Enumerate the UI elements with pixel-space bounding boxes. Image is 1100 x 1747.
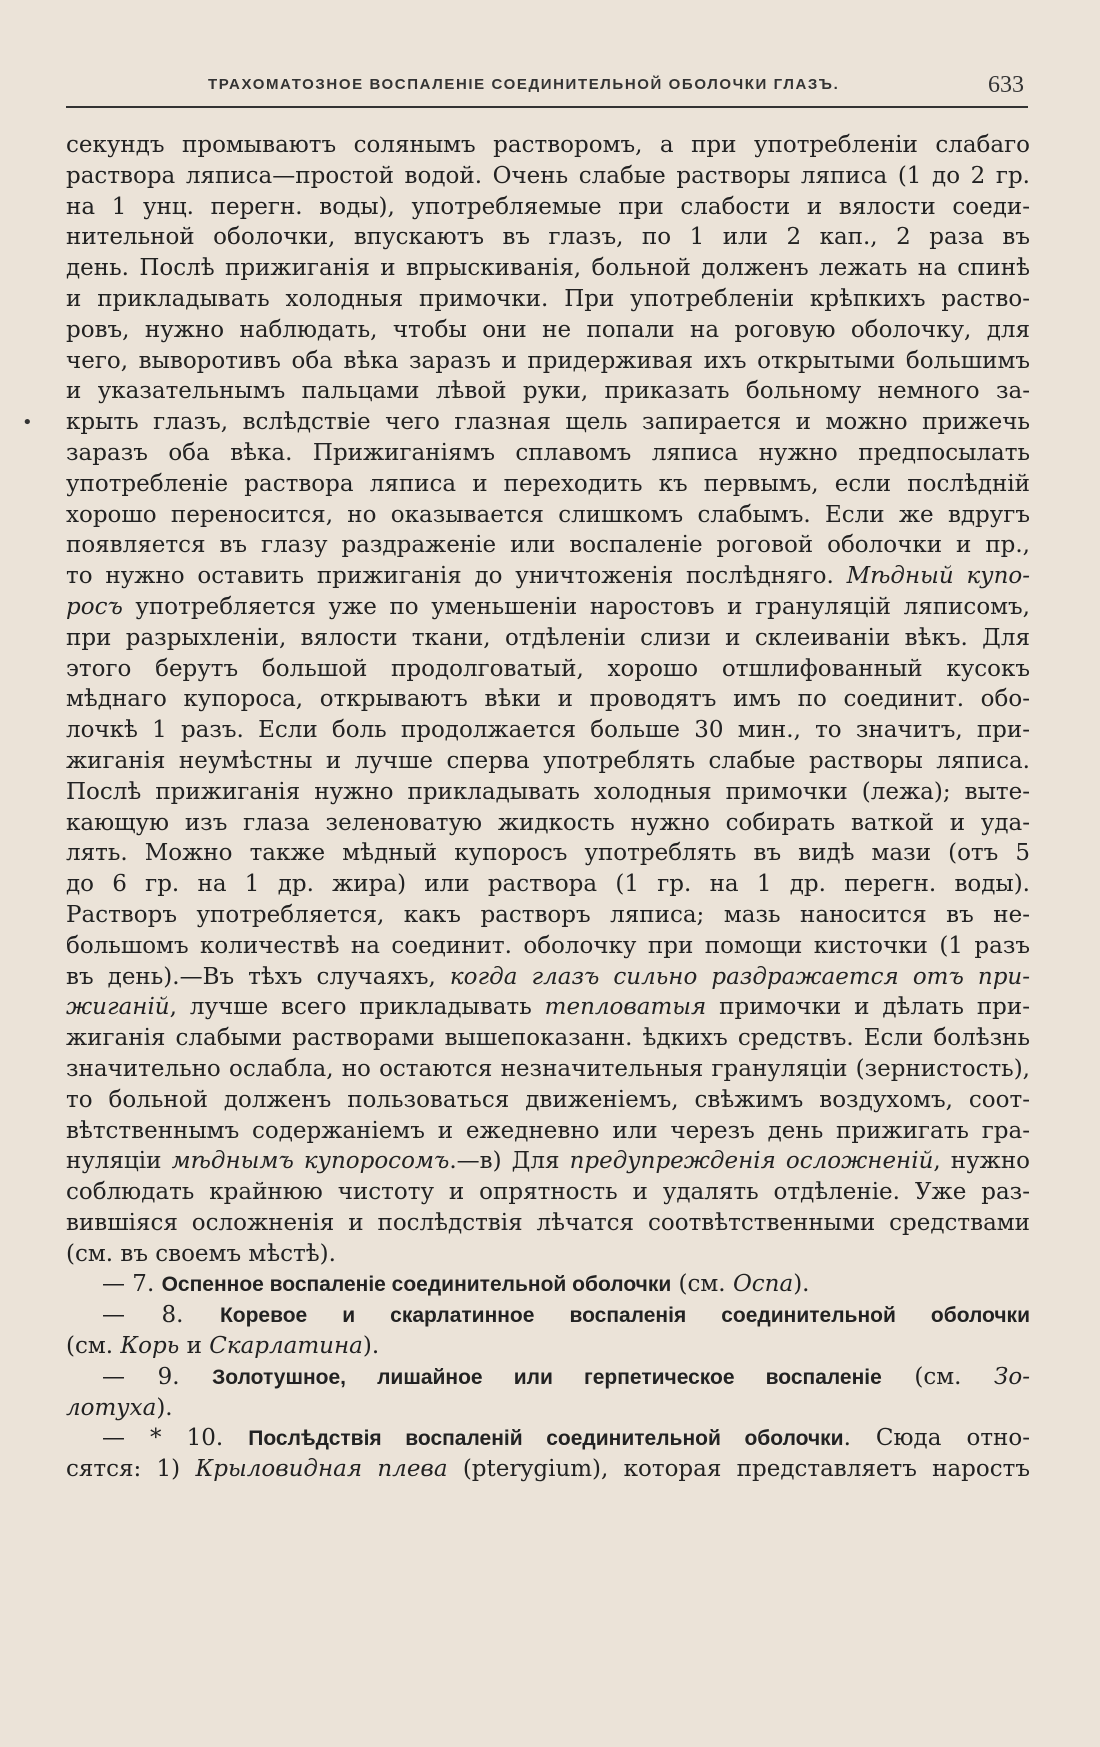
text-line: появляется въ глазу раздраженіе или воспаленіе роговой оболочки и пр.,	[66, 532, 1030, 559]
italic-term: росъ	[66, 593, 123, 620]
text-line	[66, 1146, 1030, 1177]
text-line: заразъ оба вѣка. Прижиганіямъ сплавомъ ляписа нужно предпосылать	[66, 439, 1030, 466]
text-run: (pterygium), которая представляетъ наростъ	[447, 1456, 1030, 1483]
italic-term: жиганій	[66, 994, 170, 1021]
text-line: этого берутъ большой продолговатый, хорошо отшлифованный кусокъ	[66, 655, 1030, 682]
text-line: до 6 гр. на 1 др. жира) или раствора (1 гр. на 1 др. перегн. воды).	[66, 871, 1030, 898]
text-line: секундъ промываютъ солянымъ растворомъ, а при употребленіи слабаго	[66, 132, 1030, 158]
text-line: чего, выворотивъ оба вѣка заразъ и придерживая ихъ открытыми большимъ	[66, 347, 1030, 374]
text-line	[66, 1393, 1030, 1424]
running-title: ТРАХОМАТОЗНОЕ ВОСПАЛЕНІЕ СОЕДИНИТЕЛЬНОЙ ОБОЛОЧКИ ГЛАЗЪ.	[208, 76, 840, 93]
text-run: ).	[362, 1333, 380, 1360]
text-line: значительно ослабла, но остаются незначительныя грануляціи (зернистость),	[66, 1055, 1030, 1082]
text-run: (см.	[671, 1271, 733, 1298]
text-line: лять. Можно также мѣдный купоросъ употреблять въ видѣ мази (отъ 5	[66, 840, 1030, 867]
text-run: въ день).—Въ тѣхъ случаяхъ,	[66, 963, 450, 990]
section-title: Оспенное воспаленіе соединительной оболочки	[161, 1273, 672, 1297]
section-title: Золотушное, лишайное или герпетическое воспаленіе	[212, 1365, 882, 1389]
text-run: ).	[793, 1271, 810, 1298]
text-run: . Сюда отно-	[843, 1425, 1030, 1452]
text-line: и указательнымъ пальцами лѣвой руки, приказать больному немного за-	[66, 378, 1030, 405]
text-line: жиганія слабыми растворами вышепоказанн. ѣдкихъ средствъ. Если болѣзнь	[66, 1025, 1030, 1052]
text-line: вившіяся осложненія и послѣдствія лѣчатся соотвѣтственными средствами	[66, 1209, 1030, 1236]
section-7-heading	[66, 1269, 1030, 1300]
italic-term: когда глазъ сильно раздражается отъ при-	[449, 963, 1030, 990]
text-line: употребленіе раствора ляписа и переходить къ первымъ, если послѣдній	[66, 470, 1030, 497]
text-run: и	[179, 1333, 210, 1360]
text-line: и прикладывать холодныя примочки. При употребленіи крѣпкихъ раство-	[66, 285, 1030, 312]
text-line	[66, 592, 1030, 623]
italic-term: Крыловидная плева	[195, 1456, 448, 1483]
text-run: употребляется уже по уменьшеніи наростовъ и грануляцій ляписомъ,	[122, 593, 1030, 620]
text-line: крыть глазъ, вслѣдствіе чего глазная щель запирается и можно прижечь	[66, 409, 1030, 436]
text-line: (см. въ своемъ мѣстѣ).	[66, 1240, 336, 1267]
text-line: нительной оболочки, впускаютъ въ глазъ, по 1 или 2 кап., 2 раза въ	[66, 224, 1030, 251]
text-line	[66, 992, 1030, 1023]
section-number: — 9.	[102, 1363, 213, 1390]
italic-term: Мѣдный купо-	[846, 563, 1030, 590]
section-number: — * 10.	[102, 1425, 249, 1452]
margin-mark: •	[22, 412, 33, 433]
body-text	[66, 130, 1030, 1485]
cross-reference: Зо-	[994, 1363, 1030, 1390]
section-number: — 7.	[102, 1271, 162, 1298]
text-line: кающую изъ глаза зеленоватую жидкость нужно собирать ваткой и уда-	[66, 809, 1030, 836]
section-8-heading	[66, 1300, 1030, 1331]
text-line: на 1 унц. перегн. воды), употребляемые при слабости и вялости соеди-	[66, 193, 1030, 220]
text-line: то больной долженъ пользоваться движеніемъ, свѣжимъ воздухомъ, соот-	[66, 1086, 1030, 1113]
section-number: — 8.	[102, 1302, 220, 1329]
text-line	[66, 561, 1030, 592]
text-run: сятся: 1)	[66, 1456, 196, 1483]
cross-reference: Корь	[120, 1333, 180, 1360]
text-line	[66, 1454, 1030, 1485]
text-line: вѣтственнымъ содержаніемъ и ежедневно или черезъ день прижигать гра-	[66, 1117, 1030, 1144]
section-title: Коревое и скарлатинное воспаленія соединительной оболочки	[219, 1304, 1030, 1328]
text-line: жиганія неумѣстны и лучше сперва употреблять слабые растворы ляписа.	[66, 747, 1030, 774]
text-line: соблюдать крайнюю чистоту и опрятность и удалять отдѣленіе. Уже раз-	[66, 1179, 1030, 1206]
text-line: большомъ количествѣ на соединит. оболочку при помощи кисточки (1 разъ	[66, 932, 1030, 959]
text-run: (см.	[881, 1363, 995, 1390]
text-line: при разрыхленіи, вялости ткани, отдѣленіи слизи и склеиваніи вѣкъ. Для	[66, 624, 1030, 651]
section-9-heading	[66, 1362, 1030, 1393]
page-number: 633	[988, 72, 1024, 98]
text-run: , лучше всего прикладывать	[169, 994, 545, 1021]
text-run: то нужно оставить прижиганія до уничтоженія послѣдняго.	[66, 563, 847, 590]
text-line: ровъ, нужно наблюдать, чтобы они не попали на роговую оболочку, для	[66, 316, 1030, 343]
italic-term: предупрежденія осложненій	[569, 1148, 934, 1175]
cross-reference: лотуха	[66, 1394, 157, 1421]
text-line: Растворъ употребляется, какъ растворъ ляписа; мазь наносится въ не-	[66, 901, 1030, 928]
text-run: нуляціи	[66, 1148, 172, 1175]
section-title: Послѣдствія воспаленій соединительной оболочки	[248, 1427, 844, 1451]
text-run: ).	[156, 1394, 173, 1421]
cross-reference: Скарлатина	[209, 1333, 363, 1360]
text-run: примочки и дѣлать при-	[706, 994, 1030, 1021]
text-line: Послѣ прижиганія нужно прикладывать холодныя примочки (лежа); выте-	[66, 778, 1030, 805]
text-line: хорошо переносится, но оказывается слишкомъ слабымъ. Если же вдругъ	[66, 501, 1030, 528]
page-header	[66, 72, 1028, 108]
italic-term: мѣднымъ купоросомъ	[171, 1148, 450, 1175]
section-10-heading	[66, 1423, 1030, 1454]
text-line: мѣднаго купороса, открываютъ вѣки и проводятъ имъ по соединит. обо-	[66, 686, 1030, 713]
text-line: лочкѣ 1 разъ. Если боль продолжается больше 30 мин., то значитъ, при-	[66, 717, 1030, 744]
cross-reference: Оспа	[732, 1271, 794, 1298]
text-line: раствора ляписа—простой водой. Очень слабые растворы ляписа (1 до 2 гр.	[66, 162, 1030, 189]
text-line	[66, 962, 1030, 993]
text-run: , нужно	[933, 1148, 1030, 1175]
italic-term: тепловатыя	[544, 994, 707, 1021]
text-line: день. Послѣ прижиганія и впрыскиванія, больной долженъ лежать на спинѣ	[66, 255, 1030, 282]
text-run: (см.	[66, 1333, 121, 1360]
text-run: .—в) Для	[449, 1148, 570, 1175]
text-line	[66, 1331, 1030, 1362]
